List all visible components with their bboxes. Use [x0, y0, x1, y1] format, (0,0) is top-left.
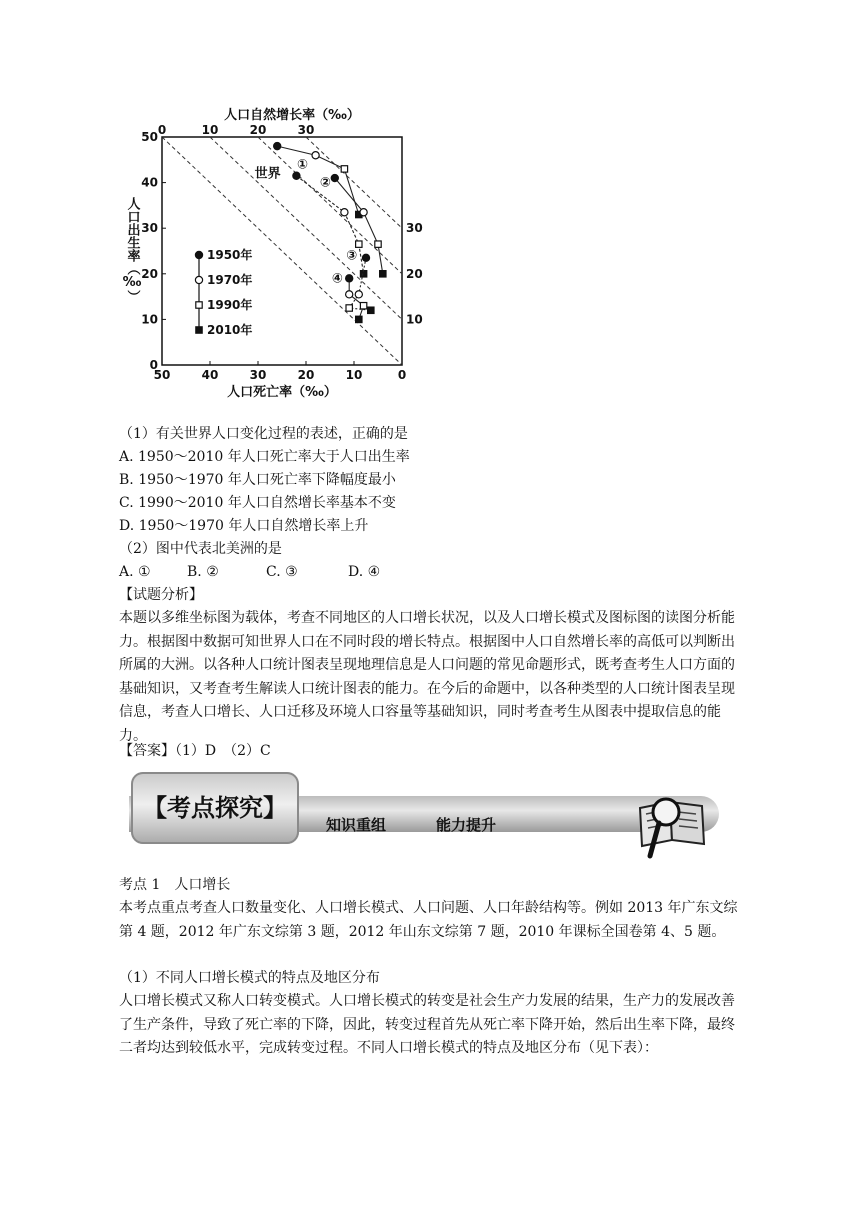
answer-line: 【答案】（1）D （2）C — [119, 743, 271, 759]
series-label: ④ — [331, 271, 343, 287]
legend-label: 1950年 — [207, 248, 253, 262]
banner-title: 【考点探究】 — [143, 794, 287, 822]
q2-options — [119, 561, 380, 584]
book-magnifier-icon — [632, 790, 712, 860]
section-intro: 本考点重点考查人口数量变化、人口增长模式、人口问题、人口年龄结构等。例如 2013 年广东文综第 4 题，2012 年广东文综第 3 题，2012 年山东文综第 7 题，2010 年课标全国卷第 4、5 题。 — [119, 900, 738, 940]
population-rates-chart — [110, 100, 440, 400]
legend-label: 1990年 — [207, 298, 253, 312]
series-label: ② — [319, 175, 331, 191]
q1-option-d: D. 1950～1970 年人口自然增长率上升 — [119, 518, 369, 534]
data-point — [360, 303, 366, 309]
bottom-tick-label: 50 — [153, 368, 171, 382]
growth-line-20 — [258, 137, 402, 274]
data-point — [362, 254, 369, 261]
data-point — [380, 271, 386, 277]
section-body: 人口增长模式又称人口转变模式。人口增长模式的转变是社会生产力发展的结果，生产力的发展改善了生产条件，导致了死亡率的下降，因此，转变过程首先从死亡率下降开始，然后出生率下降，最终二者均达到较低水平，完成转变过程。不同人口增长模式的特点及地区分布（见下表）： — [119, 993, 735, 1056]
series-label: ① — [296, 157, 308, 173]
q2-stem: （2）图中代表北美洲的是 — [119, 541, 282, 557]
data-point — [356, 241, 362, 247]
left-tick-label: 50 — [141, 130, 158, 144]
data-point — [356, 316, 362, 322]
data-point — [346, 275, 353, 282]
q2-option-c: C. ③ — [266, 564, 298, 580]
legend-marker — [195, 251, 202, 258]
legend-label: 2010年 — [207, 323, 253, 337]
top-tick-label: 30 — [297, 123, 315, 137]
series-line — [335, 178, 383, 274]
right-tick-label: 30 — [406, 221, 423, 236]
right-tick-label: 20 — [406, 266, 423, 281]
right-tick-label: 10 — [406, 312, 423, 327]
data-point — [346, 305, 352, 311]
analysis-body: 本题以多维坐标图为载体，考查不同地区的人口增长状况，以及人口增长模式及图标图的读图分析能力。根据图中数据可知世界人口在不同时段的增长特点。根据图中人口自然增长率的高低可以判断出所属的大洲。以各种人口统计图表呈现地理信息是人口问题的常见命题形式，既考查考生人口方面的基础知识，又考查考生解读人口统计图表的能力。在今后的命题中，以各种类型的人口统计图表呈现信息，考查人口增长、人口迁移及环境人口容量等基础知识，同时考查考生从图表中提取信息的能力。 — [119, 610, 735, 744]
bottom-tick-label: 30 — [249, 368, 267, 382]
section-subheading: （1）不同人口增长模式的特点及地区分布 — [119, 970, 380, 986]
q2-option-a: A. ① — [119, 564, 151, 580]
bottom-tick-label: 10 — [345, 368, 363, 382]
legend-marker — [196, 302, 202, 308]
section-banner — [119, 766, 719, 866]
banner-title-box — [131, 772, 299, 844]
left-axis-title: 人口出生率（‰） — [124, 197, 140, 303]
q1-option-b: B. 1950～1970 年人口死亡率下降幅度最小 — [119, 472, 396, 488]
bottom-axis-title: 人口死亡率（‰） — [227, 385, 337, 400]
section-heading: 考点 1 人口增长 — [119, 877, 231, 893]
data-point — [360, 209, 367, 216]
legend-label: 1970年 — [207, 273, 253, 287]
data-point — [368, 307, 374, 313]
banner-subtitle-1: 知识重组 — [326, 816, 387, 834]
bottom-tick-label: 0 — [397, 368, 407, 382]
banner-subtitle-2: 能力提升 — [436, 816, 497, 834]
data-point — [341, 166, 347, 172]
left-tick-label: 40 — [141, 175, 158, 190]
q2-option-d: D. ④ — [348, 564, 381, 580]
series-label: 世界 — [254, 166, 281, 182]
left-tick-label: 20 — [141, 266, 158, 281]
data-point — [346, 291, 353, 298]
left-tick-label: 10 — [141, 312, 158, 327]
top-tick-label: 0 — [157, 123, 167, 137]
top-tick-label: 10 — [201, 123, 219, 137]
data-point — [293, 172, 300, 179]
top-axis-title: 人口自然增长率（‰） — [224, 108, 360, 123]
data-point — [331, 174, 338, 181]
q1-option-c: C. 1990～2010 年人口自然增长率基本不变 — [119, 495, 396, 511]
top-tick-label: 20 — [249, 123, 267, 137]
q1-stem: （1）有关世界人口变化过程的表述，正确的是 — [119, 426, 408, 442]
data-point — [355, 291, 362, 298]
series-line — [349, 278, 363, 319]
data-point — [312, 152, 319, 159]
bottom-tick-label: 40 — [201, 368, 219, 382]
q1-option-a: A. 1950～2010 年人口死亡率大于人口出生率 — [119, 449, 410, 465]
data-point — [274, 143, 281, 150]
left-tick-label: 0 — [149, 358, 158, 372]
series-label: ③ — [346, 248, 358, 264]
legend-marker — [195, 276, 202, 283]
bottom-tick-label: 20 — [297, 368, 315, 382]
legend-marker — [196, 327, 202, 333]
left-tick-label: 30 — [141, 221, 158, 236]
analysis-heading: 【试题分析】 — [119, 587, 203, 603]
data-point — [341, 209, 348, 216]
q2-option-b: B. ② — [187, 564, 219, 580]
data-point — [375, 241, 381, 247]
